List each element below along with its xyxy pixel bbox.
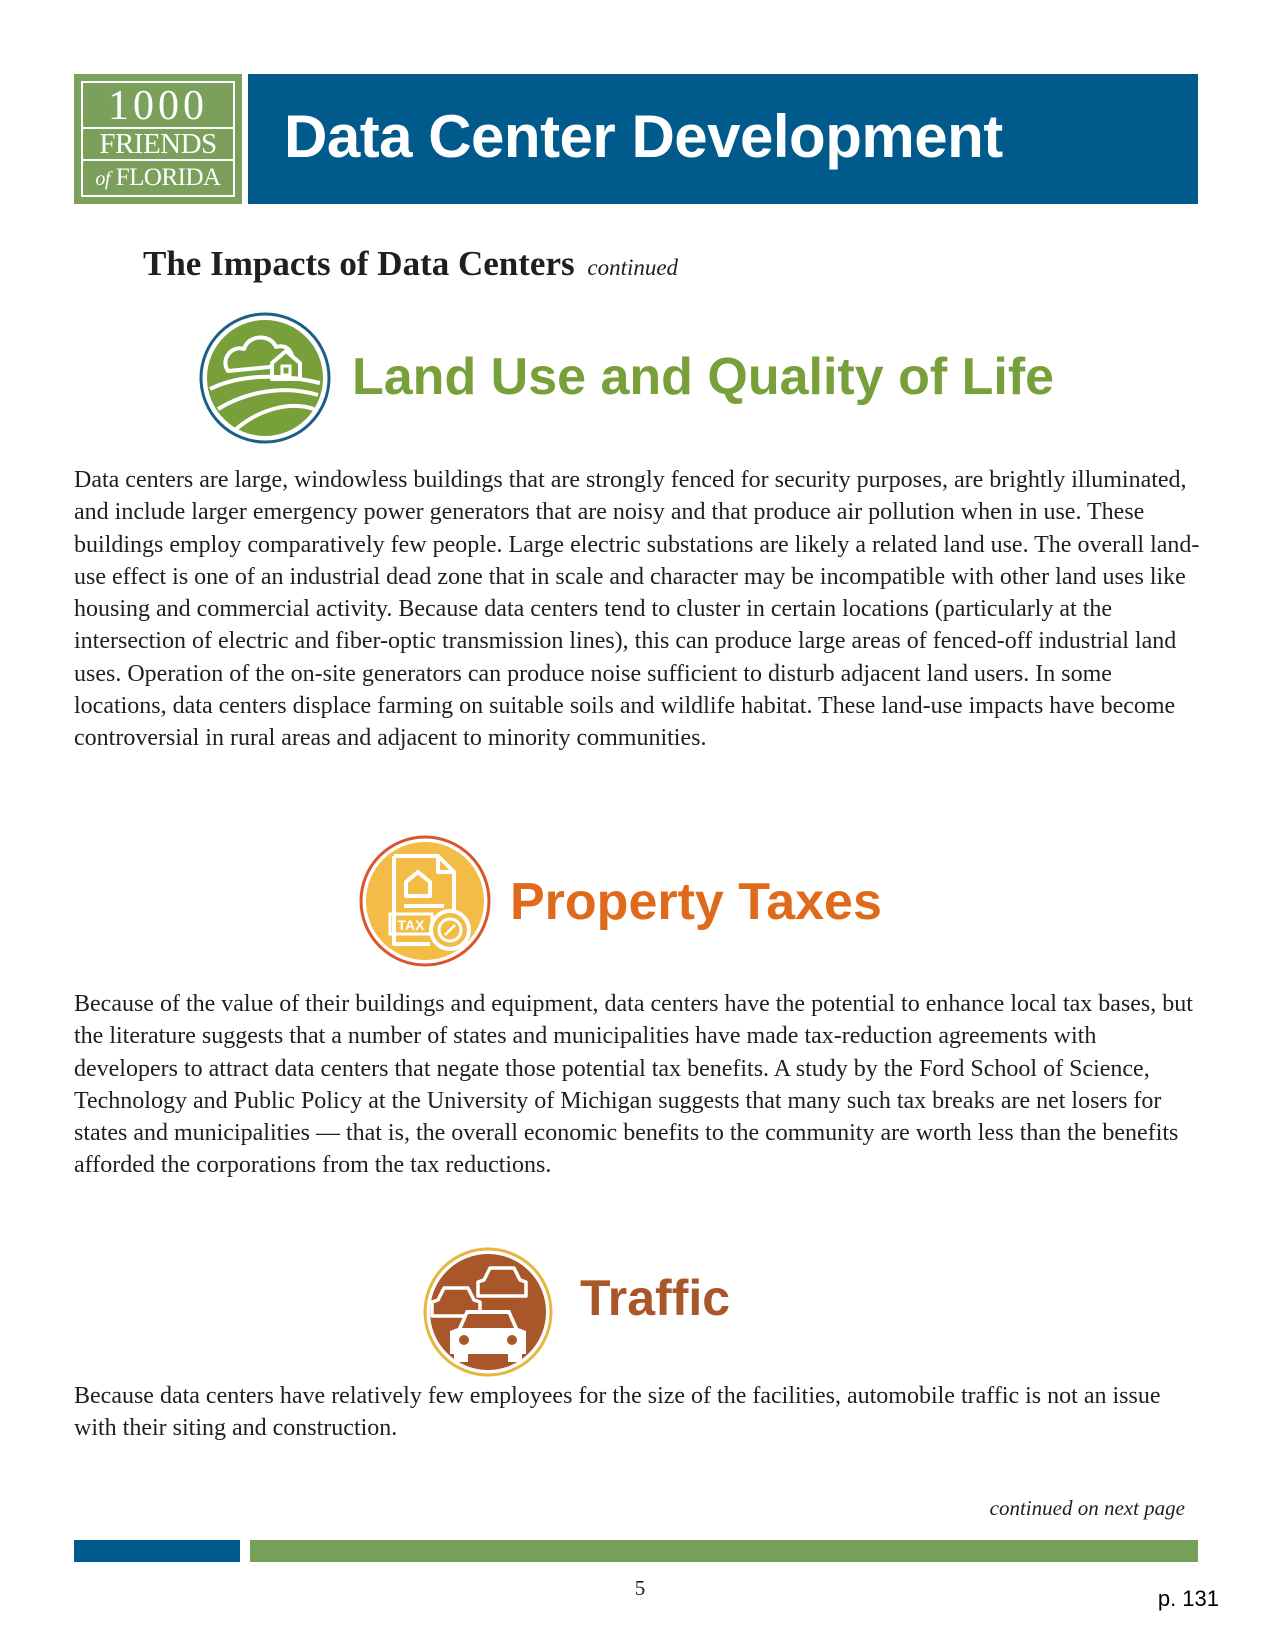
section-body-property-taxes: Because of the value of their buildings and equipment, data centers have the potential to enhance local tax bases, but the literature suggests that a number of states and municipalities have made tax-reduction agreements with developers to attract data centers that negate those potential tax benefits. A study by the Ford School of Science, Technology and Public Policy at the University of Michigan suggests that many such tax breaks are net losers for states and municipalities — that is, the overall economic benefits to the community are worth less than the benefits afforded the corporations from the tax reductions. bbox=[74, 991, 1193, 1179]
section-title-property-taxes: Property Taxes bbox=[510, 873, 882, 931]
section-title-land-use: Land Use and Quality of Life bbox=[352, 348, 1055, 406]
footer-bar-green bbox=[250, 1540, 1198, 1562]
tax-document-icon bbox=[358, 834, 492, 968]
footer-bar-blue bbox=[74, 1540, 240, 1562]
page-reference: p. 131 bbox=[1157, 1586, 1219, 1611]
cars-traffic-icon bbox=[422, 1246, 554, 1378]
subtitle-text: The Impacts of Data Centers bbox=[143, 244, 575, 283]
page-number: 5 bbox=[634, 1576, 646, 1600]
logo-line-florida bbox=[83, 161, 233, 196]
logo-line-1000: 1000 bbox=[108, 83, 208, 129]
section-title-traffic: Traffic bbox=[580, 1270, 731, 1326]
subtitle-continued: continued bbox=[587, 255, 679, 280]
logo-florida: FLORIDA bbox=[115, 164, 221, 191]
section-body-traffic: Because data centers have relatively few employees for the size of the facilities, automobile traffic is not an issue with their siting and construction. bbox=[74, 1383, 1161, 1442]
continued-on-next-page: continued on next page bbox=[989, 1496, 1185, 1520]
title-banner bbox=[248, 74, 1198, 204]
page-subtitle bbox=[143, 244, 678, 284]
page-title: Data Center Development bbox=[284, 103, 1003, 170]
farm-landscape-icon bbox=[198, 311, 332, 445]
section-body-land-use: Data centers are large, windowless buildings that are strongly fenced for security purposes, are brightly illuminated, and include larger emergency power generators that are noisy and that produce air pollution when in use. These buildings employ comparatively few people. Large electric substations are likely a related land use. The overall land-use effect is one of an industrial dead zone that in scale and character may be incompatible with other land uses like housing and commercial activity. Because data centers tend to cluster in certain locations (particularly at the intersection of electric and fiber-optic transmission lines), this can produce large areas of fenced-off industrial land uses. Operation of the on-site generators can produce noise sufficient to disturb adjacent land users. In some locations, data centers displace farming on suitable soils and wildlife habitat. These land-use impacts have become controversial in rural areas and adjacent to minority communities. bbox=[74, 467, 1200, 752]
logo-line-friends: FRIENDS bbox=[83, 127, 233, 161]
organization-logo bbox=[74, 74, 242, 204]
logo-frame bbox=[81, 81, 235, 197]
logo-of: of bbox=[95, 168, 110, 190]
tax-label: TAX bbox=[397, 917, 425, 933]
